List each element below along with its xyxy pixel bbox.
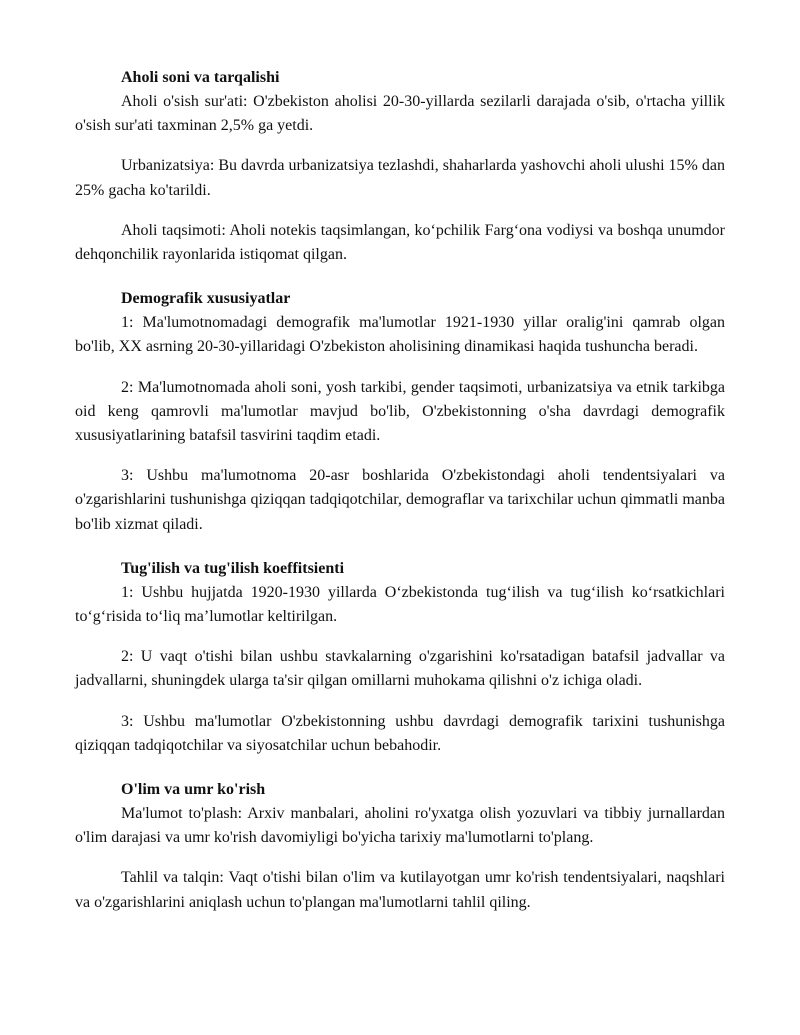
paragraph: Ma'lumot to'plash: Arxiv manbalari, aholini ro'yxatga olish yozuvlari va tibbiy jurnallardan o'lim darajasi va umr ko'rish davomiyligi bo'yicha tarixiy ma'lumotlarni to'plang. bbox=[75, 805, 725, 847]
paragraph: Urbanizatsiya: Bu davrda urbanizatsiya tezlashdi, shaharlarda yashovchi aholi ulushi 15% dan 25% gacha ko'tarildi. bbox=[75, 157, 725, 199]
paragraph: Aholi taqsimoti: Aholi notekis taqsimlangan, ko‘pchilik Farg‘ona vodiysi va boshqa unumdor dehqonchilik rayonlarida istiqomat qilgan. bbox=[75, 221, 725, 264]
paragraph: 1: Ushbu hujjatda 1920-1930 yillarda O‘zbekistonda tug‘ilish va tug‘ilish ko‘rsatkichlari to‘g‘risida to‘liq ma’lumotlar keltirilgan. bbox=[75, 583, 725, 626]
document-page bbox=[75, 66, 725, 935]
paragraph: 1: Ma'lumotnomadagi demografik ma'lumotlar 1921-1930 yillar oralig'ini qamrab olgan bo'lib, XX asrning 20-30-yillaridagi O'zbekiston aholisining dinamikasi haqida tushuncha beradi. bbox=[75, 314, 725, 356]
paragraph: 2: Ma'lumotnomada aholi soni, yosh tarkibi, gender taqsimoti, urbanizatsiya va etnik tarkibga oid keng qamrovli ma'lumotlar mavjud bo'lib, O'zbekistonning o'sha davrdagi demografik xususiyatlarining batafsil tasvirini taqdim etadi. bbox=[75, 378, 725, 445]
section-heading: Aholi soni va tarqalishi bbox=[121, 69, 280, 86]
paragraph: Aholi o'sish sur'ati: O'zbekiston aholisi 20-30-yillarda sezilarli darajada o'sib, o'rtacha yillik o'sish sur'ati taxminan 2,5% ga yetdi. bbox=[75, 93, 725, 135]
paragraph: 2: U vaqt o'tishi bilan ushbu stavkalarning o'zgarishini ko'rsatadigan batafsil jadvallar va jadvallarni, shuningdek ularga ta'sir qilgan omillarni muhokama qilishni o'z ichiga oladi. bbox=[75, 648, 725, 690]
section-mortality bbox=[75, 778, 725, 915]
section-heading: Demografik xususiyatlar bbox=[121, 290, 291, 308]
section-fertility bbox=[75, 557, 725, 758]
section-population bbox=[75, 66, 725, 267]
section-heading: O'lim va umr ko'rish bbox=[121, 781, 266, 799]
paragraph: Tahlil va talqin: Vaqt o'tishi bilan o'lim va kutilayotgan umr ko'rish tendentsiyalari, naqshlari va o'zgarishlarini aniqlash uchun to'plangan ma'lumotlarni tahlil qiling. bbox=[75, 869, 725, 911]
paragraph: 3: Ushbu ma'lumotnoma 20-asr boshlarida O'zbekistondagi aholi tendentsiyalari va o'zgarishlarini tushunishga qiziqqan tadqiqotchilar, demograflar va tarixchilar uchun qimmatli manba bo'lib xizmat qiladi. bbox=[75, 467, 725, 533]
section-heading: Tug'ilish va tug'ilish koeffitsienti bbox=[121, 559, 345, 577]
section-demographics bbox=[75, 287, 725, 537]
paragraph: 3: Ushbu ma'lumotlar O'zbekistonning ushbu davrdagi demografik tarixini tushunishga qiziqqan tadqiqotchilar va siyosatchilar uchun bebahodir. bbox=[75, 712, 725, 754]
